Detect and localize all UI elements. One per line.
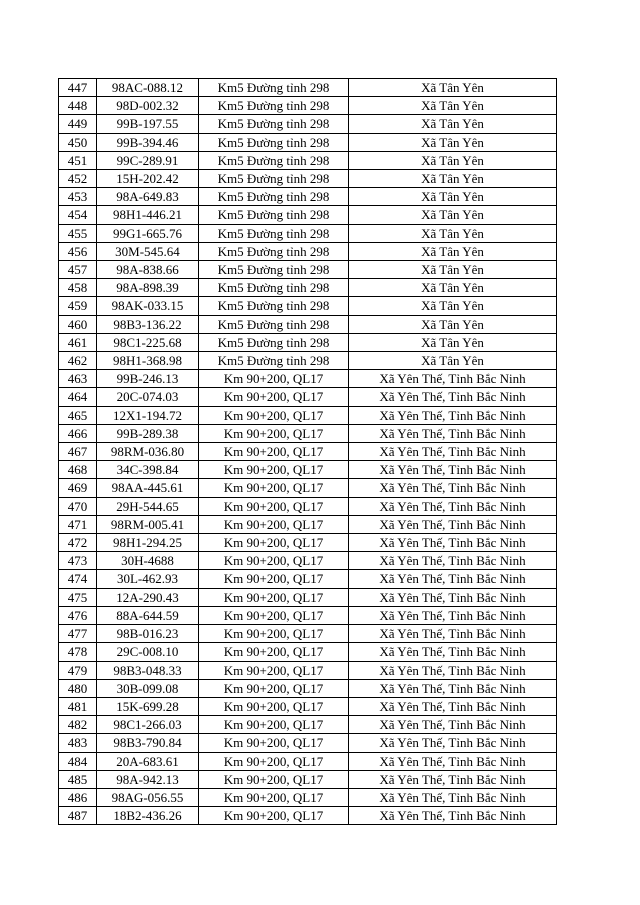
- location-cell: Km5 Đường tỉnh 298: [199, 115, 349, 133]
- row-number-cell: 477: [59, 625, 97, 643]
- document-page: [58, 78, 556, 825]
- unit-cell: Xã Tân Yên: [349, 352, 557, 370]
- location-cell: Km5 Đường tỉnh 298: [199, 170, 349, 188]
- unit-cell: Xã Tân Yên: [349, 170, 557, 188]
- location-cell: Km5 Đường tỉnh 298: [199, 206, 349, 224]
- location-cell: Km5 Đường tỉnh 298: [199, 224, 349, 242]
- row-number-cell: 475: [59, 588, 97, 606]
- unit-cell: Xã Tân Yên: [349, 115, 557, 133]
- row-number-cell: 478: [59, 643, 97, 661]
- row-number-cell: 457: [59, 261, 97, 279]
- table-row: [59, 242, 557, 260]
- table-row: [59, 133, 557, 151]
- plate-number-cell: 99B-197.55: [97, 115, 199, 133]
- unit-cell: Xã Yên Thế, Tỉnh Bắc Ninh: [349, 734, 557, 752]
- plate-number-cell: 98AC-088.12: [97, 79, 199, 97]
- unit-cell: Xã Tân Yên: [349, 242, 557, 260]
- row-number-cell: 472: [59, 534, 97, 552]
- location-cell: Km5 Đường tỉnh 298: [199, 333, 349, 351]
- plate-number-cell: 20A-683.61: [97, 752, 199, 770]
- unit-cell: Xã Yên Thế, Tỉnh Bắc Ninh: [349, 716, 557, 734]
- location-cell: Km 90+200, QL17: [199, 697, 349, 715]
- plate-number-cell: 29C-008.10: [97, 643, 199, 661]
- table-row: [59, 206, 557, 224]
- row-number-cell: 480: [59, 679, 97, 697]
- unit-cell: Xã Yên Thế, Tỉnh Bắc Ninh: [349, 625, 557, 643]
- unit-cell: Xã Yên Thế, Tỉnh Bắc Ninh: [349, 606, 557, 624]
- table-row: [59, 606, 557, 624]
- plate-number-cell: 99B-246.13: [97, 370, 199, 388]
- table-row: [59, 170, 557, 188]
- table-row: [59, 370, 557, 388]
- row-number-cell: 479: [59, 661, 97, 679]
- plate-number-cell: 34C-398.84: [97, 461, 199, 479]
- unit-cell: Xã Yên Thế, Tỉnh Bắc Ninh: [349, 643, 557, 661]
- table-row: [59, 279, 557, 297]
- unit-cell: Xã Tân Yên: [349, 224, 557, 242]
- location-cell: Km 90+200, QL17: [199, 588, 349, 606]
- location-cell: Km 90+200, QL17: [199, 625, 349, 643]
- row-number-cell: 453: [59, 188, 97, 206]
- unit-cell: Xã Tân Yên: [349, 206, 557, 224]
- unit-cell: Xã Tân Yên: [349, 97, 557, 115]
- location-cell: Km 90+200, QL17: [199, 406, 349, 424]
- plate-number-cell: 12X1-194.72: [97, 406, 199, 424]
- plate-number-cell: 30M-545.64: [97, 242, 199, 260]
- table-row: [59, 315, 557, 333]
- table-row: [59, 552, 557, 570]
- row-number-cell: 482: [59, 716, 97, 734]
- location-cell: Km 90+200, QL17: [199, 552, 349, 570]
- plate-number-cell: 98C1-225.68: [97, 333, 199, 351]
- row-number-cell: 486: [59, 788, 97, 806]
- plate-number-cell: 98AG-056.55: [97, 788, 199, 806]
- row-number-cell: 471: [59, 515, 97, 533]
- row-number-cell: 460: [59, 315, 97, 333]
- location-cell: Km 90+200, QL17: [199, 424, 349, 442]
- table-row: [59, 716, 557, 734]
- row-number-cell: 464: [59, 388, 97, 406]
- location-cell: Km 90+200, QL17: [199, 443, 349, 461]
- unit-cell: Xã Tân Yên: [349, 151, 557, 169]
- row-number-cell: 484: [59, 752, 97, 770]
- unit-cell: Xã Yên Thế, Tỉnh Bắc Ninh: [349, 370, 557, 388]
- plate-number-cell: 98A-649.83: [97, 188, 199, 206]
- plate-number-cell: 98B-016.23: [97, 625, 199, 643]
- unit-cell: Xã Tân Yên: [349, 279, 557, 297]
- row-number-cell: 466: [59, 424, 97, 442]
- row-number-cell: 481: [59, 697, 97, 715]
- row-number-cell: 458: [59, 279, 97, 297]
- row-number-cell: 449: [59, 115, 97, 133]
- location-cell: Km 90+200, QL17: [199, 388, 349, 406]
- location-cell: Km 90+200, QL17: [199, 807, 349, 825]
- location-cell: Km5 Đường tỉnh 298: [199, 315, 349, 333]
- plate-number-cell: 98D-002.32: [97, 97, 199, 115]
- plate-number-cell: 30B-099.08: [97, 679, 199, 697]
- location-cell: Km5 Đường tỉnh 298: [199, 188, 349, 206]
- location-cell: Km 90+200, QL17: [199, 661, 349, 679]
- table-body: [59, 79, 557, 825]
- plate-number-cell: 98A-898.39: [97, 279, 199, 297]
- row-number-cell: 448: [59, 97, 97, 115]
- row-number-cell: 455: [59, 224, 97, 242]
- plate-number-cell: 30L-462.93: [97, 570, 199, 588]
- table-row: [59, 770, 557, 788]
- plate-number-cell: 98B3-048.33: [97, 661, 199, 679]
- location-cell: Km5 Đường tỉnh 298: [199, 279, 349, 297]
- plate-number-cell: 98AK-033.15: [97, 297, 199, 315]
- plate-number-cell: 98A-838.66: [97, 261, 199, 279]
- unit-cell: Xã Yên Thế, Tỉnh Bắc Ninh: [349, 770, 557, 788]
- row-number-cell: 462: [59, 352, 97, 370]
- row-number-cell: 456: [59, 242, 97, 260]
- table-row: [59, 97, 557, 115]
- unit-cell: Xã Yên Thế, Tỉnh Bắc Ninh: [349, 497, 557, 515]
- unit-cell: Xã Tân Yên: [349, 133, 557, 151]
- unit-cell: Xã Yên Thế, Tỉnh Bắc Ninh: [349, 552, 557, 570]
- location-cell: Km 90+200, QL17: [199, 734, 349, 752]
- unit-cell: Xã Yên Thế, Tỉnh Bắc Ninh: [349, 424, 557, 442]
- location-cell: Km5 Đường tỉnh 298: [199, 133, 349, 151]
- table-row: [59, 515, 557, 533]
- table-row: [59, 115, 557, 133]
- row-number-cell: 454: [59, 206, 97, 224]
- table-row: [59, 388, 557, 406]
- unit-cell: Xã Yên Thế, Tỉnh Bắc Ninh: [349, 788, 557, 806]
- table-row: [59, 261, 557, 279]
- table-row: [59, 352, 557, 370]
- unit-cell: Xã Yên Thế, Tỉnh Bắc Ninh: [349, 443, 557, 461]
- table-row: [59, 497, 557, 515]
- unit-cell: Xã Yên Thế, Tỉnh Bắc Ninh: [349, 752, 557, 770]
- table-row: [59, 333, 557, 351]
- location-cell: Km 90+200, QL17: [199, 770, 349, 788]
- plate-number-cell: 98RM-005.41: [97, 515, 199, 533]
- unit-cell: Xã Tân Yên: [349, 188, 557, 206]
- plate-number-cell: 98H1-294.25: [97, 534, 199, 552]
- unit-cell: Xã Yên Thế, Tỉnh Bắc Ninh: [349, 515, 557, 533]
- plate-number-cell: 99B-289.38: [97, 424, 199, 442]
- table-row: [59, 588, 557, 606]
- table-row: [59, 79, 557, 97]
- row-number-cell: 459: [59, 297, 97, 315]
- table-row: [59, 697, 557, 715]
- unit-cell: Xã Yên Thế, Tỉnh Bắc Ninh: [349, 388, 557, 406]
- location-cell: Km 90+200, QL17: [199, 679, 349, 697]
- plate-number-cell: 98AA-445.61: [97, 479, 199, 497]
- table-row: [59, 297, 557, 315]
- plate-number-cell: 98B3-790.84: [97, 734, 199, 752]
- location-cell: Km 90+200, QL17: [199, 716, 349, 734]
- row-number-cell: 467: [59, 443, 97, 461]
- location-cell: Km 90+200, QL17: [199, 479, 349, 497]
- unit-cell: Xã Yên Thế, Tỉnh Bắc Ninh: [349, 807, 557, 825]
- row-number-cell: 450: [59, 133, 97, 151]
- location-cell: Km 90+200, QL17: [199, 788, 349, 806]
- location-cell: Km 90+200, QL17: [199, 570, 349, 588]
- plate-number-cell: 99G1-665.76: [97, 224, 199, 242]
- row-number-cell: 476: [59, 606, 97, 624]
- plate-number-cell: 30H-4688: [97, 552, 199, 570]
- location-cell: Km 90+200, QL17: [199, 534, 349, 552]
- location-cell: Km5 Đường tỉnh 298: [199, 97, 349, 115]
- unit-cell: Xã Yên Thế, Tỉnh Bắc Ninh: [349, 697, 557, 715]
- location-cell: Km5 Đường tỉnh 298: [199, 242, 349, 260]
- plate-number-cell: 98RM-036.80: [97, 443, 199, 461]
- row-number-cell: 485: [59, 770, 97, 788]
- table-row: [59, 443, 557, 461]
- location-cell: Km 90+200, QL17: [199, 515, 349, 533]
- table-row: [59, 625, 557, 643]
- table-row: [59, 224, 557, 242]
- table-row: [59, 406, 557, 424]
- row-number-cell: 463: [59, 370, 97, 388]
- row-number-cell: 474: [59, 570, 97, 588]
- unit-cell: Xã Tân Yên: [349, 261, 557, 279]
- location-cell: Km5 Đường tỉnh 298: [199, 297, 349, 315]
- location-cell: Km 90+200, QL17: [199, 370, 349, 388]
- row-number-cell: 447: [59, 79, 97, 97]
- unit-cell: Xã Yên Thế, Tỉnh Bắc Ninh: [349, 570, 557, 588]
- unit-cell: Xã Tân Yên: [349, 333, 557, 351]
- plate-number-cell: 99C-289.91: [97, 151, 199, 169]
- violation-table: [58, 78, 557, 825]
- unit-cell: Xã Yên Thế, Tỉnh Bắc Ninh: [349, 534, 557, 552]
- location-cell: Km5 Đường tỉnh 298: [199, 261, 349, 279]
- plate-number-cell: 15H-202.42: [97, 170, 199, 188]
- plate-number-cell: 29H-544.65: [97, 497, 199, 515]
- table-row: [59, 424, 557, 442]
- row-number-cell: 465: [59, 406, 97, 424]
- table-row: [59, 679, 557, 697]
- location-cell: Km5 Đường tỉnh 298: [199, 151, 349, 169]
- table-row: [59, 188, 557, 206]
- unit-cell: Xã Tân Yên: [349, 79, 557, 97]
- table-row: [59, 807, 557, 825]
- unit-cell: Xã Tân Yên: [349, 297, 557, 315]
- unit-cell: Xã Yên Thế, Tỉnh Bắc Ninh: [349, 461, 557, 479]
- table-row: [59, 752, 557, 770]
- row-number-cell: 487: [59, 807, 97, 825]
- plate-number-cell: 99B-394.46: [97, 133, 199, 151]
- location-cell: Km5 Đường tỉnh 298: [199, 352, 349, 370]
- table-row: [59, 643, 557, 661]
- location-cell: Km5 Đường tỉnh 298: [199, 79, 349, 97]
- location-cell: Km 90+200, QL17: [199, 497, 349, 515]
- row-number-cell: 461: [59, 333, 97, 351]
- location-cell: Km 90+200, QL17: [199, 461, 349, 479]
- plate-number-cell: 12A-290.43: [97, 588, 199, 606]
- location-cell: Km 90+200, QL17: [199, 606, 349, 624]
- unit-cell: Xã Yên Thế, Tỉnh Bắc Ninh: [349, 679, 557, 697]
- plate-number-cell: 98A-942.13: [97, 770, 199, 788]
- location-cell: Km 90+200, QL17: [199, 643, 349, 661]
- plate-number-cell: 88A-644.59: [97, 606, 199, 624]
- table-row: [59, 151, 557, 169]
- row-number-cell: 473: [59, 552, 97, 570]
- unit-cell: Xã Tân Yên: [349, 315, 557, 333]
- table-row: [59, 479, 557, 497]
- location-cell: Km 90+200, QL17: [199, 752, 349, 770]
- unit-cell: Xã Yên Thế, Tỉnh Bắc Ninh: [349, 406, 557, 424]
- row-number-cell: 451: [59, 151, 97, 169]
- row-number-cell: 468: [59, 461, 97, 479]
- row-number-cell: 470: [59, 497, 97, 515]
- plate-number-cell: 18B2-436.26: [97, 807, 199, 825]
- table-row: [59, 788, 557, 806]
- plate-number-cell: 98H1-446.21: [97, 206, 199, 224]
- plate-number-cell: 15K-699.28: [97, 697, 199, 715]
- plate-number-cell: 98C1-266.03: [97, 716, 199, 734]
- plate-number-cell: 98H1-368.98: [97, 352, 199, 370]
- unit-cell: Xã Yên Thế, Tỉnh Bắc Ninh: [349, 661, 557, 679]
- unit-cell: Xã Yên Thế, Tỉnh Bắc Ninh: [349, 588, 557, 606]
- table-row: [59, 734, 557, 752]
- row-number-cell: 452: [59, 170, 97, 188]
- row-number-cell: 469: [59, 479, 97, 497]
- row-number-cell: 483: [59, 734, 97, 752]
- plate-number-cell: 20C-074.03: [97, 388, 199, 406]
- table-row: [59, 661, 557, 679]
- table-row: [59, 570, 557, 588]
- plate-number-cell: 98B3-136.22: [97, 315, 199, 333]
- table-row: [59, 534, 557, 552]
- table-row: [59, 461, 557, 479]
- unit-cell: Xã Yên Thế, Tỉnh Bắc Ninh: [349, 479, 557, 497]
